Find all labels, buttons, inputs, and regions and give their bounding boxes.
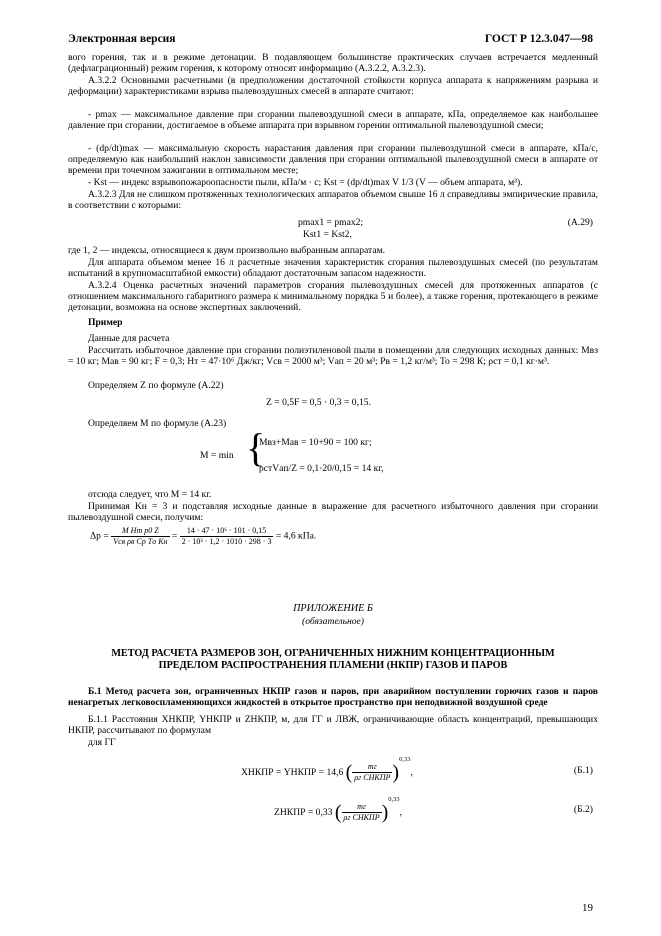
paragraph-pmax: - pmax — максимальное давление при сгорании пылевоздушной смеси в аппарате, кПа, определяемое как наибольшее давление при сгорании, достигаемое в объеме аппарата при взрывном горении оптимальной пылевоздушной смеси; [68,109,598,132]
equation-b2-lhs: ZНКПР = 0,33 [274,807,333,818]
fraction-b2 [342,802,382,823]
header-left: Электронная версия [68,33,176,45]
fraction-dp-den1: Vсв ρв Cp Tо Kн [113,537,168,546]
paragraph-16l: Для аппарата объемом менее 16 л расчетные значения характеристик сгорания пылевоздушных смесей (по результатам испытаний в крупномасштабной емкости) обладают достаточным запасом надежности. [68,257,598,280]
equation-b1 [241,756,413,784]
equation-a29-line1: pmax1 = pmax2; [298,217,364,228]
appendix-title: ПРИЛОЖЕНИЕ Б [293,603,373,614]
paragraph-a324: А.3.2.4 Оценка расчетных значений параметров сгорания пылевоздушных смесей для протяженных аппаратов (с отношением максимального габаритного размера к минимальному порядка 5 и более), а также горения, протекающего в режиме детонации, возможна на основе экспертных заключений. [68,280,598,314]
equation-b2 [274,796,402,824]
fraction-b2-num: mг [342,802,382,813]
paragraph-kst: - Kst — индекс взрывопожароопасности пыли, кПа/м · с; Kst = (dp/dt)max V 1/3 (V — объем аппарата, м³). [88,177,523,188]
equation-b1-number: (Б.1) [573,765,593,776]
paragraph-dpdt: - (dp/dt)max — максимальную скорость нарастания давления при сгорании пылевоздушной смеси в аппарате, кПа/с, определяемую как наибольший наклон зависимости давления при сгорании оптимальной пылевоздушной смеси в аппарате от времени при точечном зажигании в оптимальном месте; [68,143,598,177]
equals-sign: = [171,530,178,542]
equation-a29-line2: Kst1 = Kst2, [303,229,352,240]
example-label: Пример [88,317,123,328]
equation-m-line2: ρстVап/Z = 0,1·20/0,15 = 14 кг, [259,463,384,474]
fraction-dp-den2: 2 · 10³ · 1,2 · 1010 · 298 · 3 [181,537,272,546]
fraction-b1-num: mг [352,762,392,773]
fraction-b2-den: ρг CНКПР [343,813,380,823]
section-b1: Б.1 Метод расчета зон, ограниченных НКПР газов и паров, при аварийном поступлении горючих газов и паров ненагретых легковоспламеняющихся жидкостей в открытое пространство при неподвижной воздушной среде [68,686,598,709]
equation-dp [90,526,316,547]
label-for-gg: для ГГ [88,737,116,748]
paragraph-b11: Б.1.1 Расстояния XНКПР, YНКПР и ZНКПР, м, для ГГ и ЛВЖ, ограничивающие область концентраций, превышающих НКПР, рассчитывают по формулам [68,714,598,737]
brace-symbol: { [246,425,266,470]
fraction-b1 [352,762,392,783]
equation-b2-tail: , [399,807,403,818]
header-right: ГОСТ Р 12.3.047—98 [484,33,593,45]
equation-b1-lhs: XНКПР = YНКПР = 14,6 [241,767,344,778]
paragraph-z: Определяем Z по формуле (А.22) [88,380,224,391]
paragraph-a322: А.3.2.2 Основными расчетными (в предположении достаточной стойкости корпуса аппарата к напряжениям разрыва и деформации) характеристиками взрыва пылевоздушных смесей в аппарате считают: [68,75,598,98]
paragraph-input-data: Рассчитать избыточное давление при сгорании полиэтиленовой пыли в помещении для следующих исходных данных: Mвз = 10 кг; Mав = 90 кг; F = 0,3; Hт = 47·10⁶ Дж/кг; Vсв = 2000 м³; Vап = 20 м³; Pв = 1,2 кг/м³; To = 298 К; ρст = 0,1 кг·м³. [68,345,598,368]
page-number: 19 [582,902,593,914]
fraction-dp-num2: 14 · 47 · 10⁶ · 101 · 0,15 [180,526,274,537]
fraction-dp-symbolic [111,526,169,547]
equation-m-line1: Mвз+Mав = 10+90 = 100 кг; [259,437,372,448]
paragraph-1: вого горения, так и в режиме детонации. В подавляющем большинстве практических случаев встречается медленный (дефлаграционный) режим горения, к которому относят информацию (А.3.2.2, А.3.2.3). [68,52,598,75]
equation-dp-lhs: Δp = [90,530,109,542]
paragraph-indices: где 1, 2 — индексы, относящиеся к двум произвольно выбранным аппаратам. [68,245,386,256]
appendix-subtitle: (обязательное) [302,616,364,627]
appendix-heading-line1: МЕТОД РАСЧЕТА РАЗМЕРОВ ЗОН, ОГРАНИЧЕННЫХ НИЖНИМ КОНЦЕНТРАЦИОННЫМ [111,648,555,659]
equation-b1-tail: , [410,767,413,778]
paragraph-data-label: Данные для расчета [88,333,170,344]
paragraph-m-result: отсюда следует, что M = 14 кг. [88,489,212,500]
appendix-heading-line2: ПРЕДЕЛОМ РАСПРОСТРАНЕНИЯ ПЛАМЕНИ (НКПР) ГАЗОВ И ПАРОВ [158,660,508,671]
paren-close: ) [381,801,389,824]
fraction-dp-num1: M Hт p0 Z [111,526,169,537]
paren-close: ) [392,761,400,784]
equation-b1-exp: 0,33 [399,756,411,763]
equation-dp-result: = 4,6 кПа. [275,530,317,542]
equation-b2-exp: 0,33 [388,796,400,803]
equation-z: Z = 0,5F = 0,5 · 0,3 = 0,15. [266,397,371,408]
equation-a29-number: (А.29) [567,217,593,228]
paragraph-kn: Принимая Kн = 3 и подставляя исходные данные в выражение для расчетного избыточного давления при сгорании пылевоздушной смеси, получим: [68,501,598,524]
equation-m-lhs: M = min [200,450,234,461]
fraction-b1-den: ρг CНКПР [354,773,391,783]
equation-b2-number: (Б.2) [573,804,593,815]
paragraph-a323: А.3.2.3 Для не слишком протяженных технологических аппаратов объемом свыше 16 л справедливы эмпирические правила, в соответствии с которыми: [68,189,598,212]
paren-open: ( [334,801,342,824]
fraction-dp-numeric [180,526,274,547]
paren-open: ( [345,761,353,784]
paragraph-m: Определяем M по формуле (А.23) [88,418,227,429]
